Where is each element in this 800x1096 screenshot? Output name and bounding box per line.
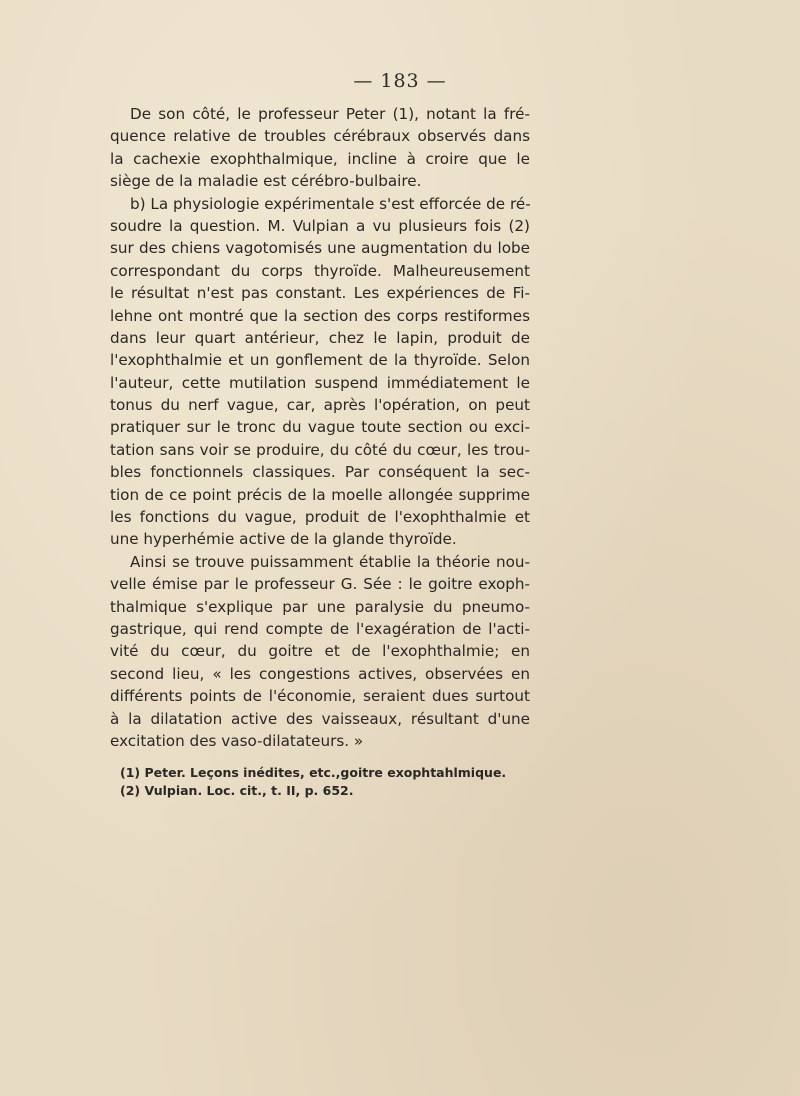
- footnote-gap: [110, 752, 530, 764]
- text-line: à la dilatation active des vaisseaux, résultant d'une: [110, 709, 530, 728]
- paragraph-3: [110, 551, 530, 753]
- text-line: lehne ont montré que la section des corps restiformes: [110, 306, 530, 325]
- text-line: excitation des vaso-dilatateurs. »: [110, 731, 364, 750]
- footnotes: [110, 764, 530, 800]
- text-line: tion de ce point précis de la moelle allongée supprime: [110, 485, 530, 504]
- text-line: De son côté, le professeur Peter (1), notant la fré-: [130, 105, 530, 123]
- body-text: [110, 103, 530, 800]
- text-line: l'exophthalmie et un gonflement de la thyroïde. Selon: [110, 351, 530, 370]
- text-line: une hyperhémie active de la glande thyroïde.: [110, 530, 457, 549]
- text-line: tation sans voir se produire, du côté du cœur, les trou-: [110, 440, 530, 459]
- text-line: thalmique s'explique par une paralysie du pneumo-: [110, 597, 530, 616]
- text-line: l'auteur, cette mutilation suspend immédiatement le: [110, 373, 530, 392]
- text-line: les fonctions du vague, produit de l'exophthalmie et: [110, 508, 530, 527]
- text-line: gastrique, qui rend compte de l'exagération de l'acti-: [110, 619, 530, 638]
- text-line: bles fonctionnels classiques. Par conséquent la sec-: [110, 463, 530, 482]
- text-line: soudre la question. M. Vulpian a vu plusieurs fois (2): [110, 216, 530, 235]
- page-number: — 183 —: [353, 70, 447, 92]
- text-line: dans leur quart antérieur, chez le lapin, produit de: [110, 328, 530, 347]
- paragraph-1: [110, 103, 530, 193]
- text-line: Ainsi se trouve puissamment établie la théorie nou-: [130, 552, 530, 571]
- text-line: différents points de l'économie, seraient dues surtout: [110, 687, 530, 706]
- text-line: sur des chiens vagotomisés une augmentation du lobe: [110, 239, 530, 258]
- text-line: velle émise par le professeur G. Sée : le goitre exoph-: [110, 575, 530, 594]
- footnote-1: (1) Peter. Leçons inédites, etc.,goitre exophtahlmique.: [120, 765, 507, 781]
- paragraph-2: [110, 193, 530, 551]
- text-line: siège de la maladie est cérébro-bulbaire.: [110, 172, 422, 191]
- text-line: tonus du nerf vague, car, après l'opération, on peut: [110, 396, 530, 415]
- footnote-2: (2) Vulpian. Loc. cit., t. II, p. 652.: [120, 783, 354, 799]
- text-line: quence relative de troubles cérébraux observés dans: [110, 127, 530, 146]
- text-line: pratiquer sur le tronc du vague toute section ou exci-: [110, 418, 530, 437]
- text-line: le résultat n'est pas constant. Les expériences de Fi-: [110, 284, 530, 303]
- text-line: vité du cœur, du goitre et de l'exophthalmie; en: [110, 642, 530, 661]
- text-line: b) La physiologie expérimentale s'est efforcée de ré-: [130, 194, 531, 213]
- text-line: correspondant du corps thyroïde. Malheureusement: [110, 261, 530, 280]
- text-line: la cachexie exophthalmique, incline à croire que le: [110, 149, 530, 168]
- text-line: second lieu, « les congestions actives, observées en: [110, 664, 530, 683]
